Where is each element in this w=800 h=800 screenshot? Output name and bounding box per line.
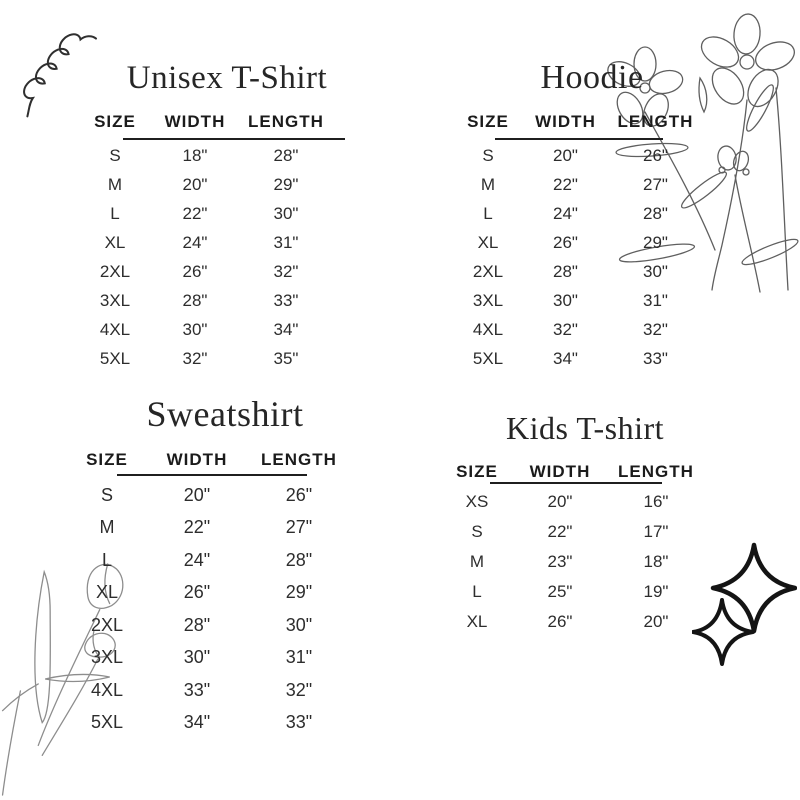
length-cell: 18" xyxy=(643,552,669,571)
header-underline xyxy=(123,138,345,140)
table-row xyxy=(445,547,701,577)
width-cell: 28" xyxy=(183,614,211,635)
width-cell: 34" xyxy=(553,348,578,368)
length-cell: 27" xyxy=(285,517,313,538)
size-cell: 2XL xyxy=(90,614,124,635)
length-cell: 26" xyxy=(643,145,668,165)
hoodie-table xyxy=(458,112,698,373)
size-cell: 5XL xyxy=(90,712,124,733)
length-cell: 31" xyxy=(273,232,299,252)
table-title-unisex-tshirt: Unisex T-Shirt xyxy=(126,60,328,96)
table-row xyxy=(445,607,701,637)
width-cell: 26" xyxy=(547,612,573,631)
size-cell: S xyxy=(109,145,121,165)
length-cell: 29" xyxy=(285,582,313,603)
header-underline xyxy=(490,482,662,484)
table-row xyxy=(85,170,327,199)
size-cell: M xyxy=(107,174,123,194)
size-cell: M xyxy=(480,174,496,194)
table-row xyxy=(75,479,343,512)
width-cell: 22" xyxy=(183,517,211,538)
header-row xyxy=(458,112,698,141)
length-cell: 30" xyxy=(643,261,668,281)
length-cell: 28" xyxy=(273,145,299,165)
width-cell: 22" xyxy=(182,203,208,223)
table-title-sweatshirt: Sweatshirt xyxy=(146,394,304,434)
width-cell: 28" xyxy=(182,290,208,310)
table-row xyxy=(458,141,698,170)
width-cell: 26" xyxy=(183,582,211,603)
width-cell: 30" xyxy=(183,647,211,668)
length-cell: 35" xyxy=(273,348,299,368)
size-cell: 3XL xyxy=(90,647,124,668)
size-cell: 5XL xyxy=(472,348,504,368)
column-header-length: LENGTH xyxy=(617,112,694,131)
table-row xyxy=(458,170,698,199)
width-cell: 33" xyxy=(183,679,211,700)
table-row xyxy=(75,707,343,740)
width-cell: 20" xyxy=(547,492,573,511)
size-cell: XL xyxy=(466,612,488,631)
table-row xyxy=(85,257,327,286)
table-row xyxy=(75,577,343,610)
size-cell: 5XL xyxy=(99,348,131,368)
size-cell: XL xyxy=(104,232,126,252)
length-cell: 32" xyxy=(285,679,313,700)
length-cell: 30" xyxy=(273,203,299,223)
length-cell: 17" xyxy=(643,522,669,541)
length-cell: 33" xyxy=(285,712,313,733)
kids-tshirt-table xyxy=(445,462,701,637)
unisex-tshirt-size-table xyxy=(85,58,369,373)
width-cell: 22" xyxy=(553,174,578,194)
width-cell: 20" xyxy=(182,174,208,194)
table-row xyxy=(75,544,343,577)
size-cell: S xyxy=(471,522,483,541)
width-cell: 30" xyxy=(553,290,578,310)
column-header-width: WIDTH xyxy=(529,462,591,481)
length-cell: 29" xyxy=(273,174,299,194)
table-title-hoodie: Hoodie xyxy=(540,59,644,96)
size-cell: S xyxy=(100,484,113,505)
table-row xyxy=(75,609,343,642)
table-row xyxy=(75,674,343,707)
table-row xyxy=(85,315,327,344)
hoodie-size-table xyxy=(458,58,726,373)
size-cell: 4XL xyxy=(99,319,131,339)
size-cell: L xyxy=(110,203,120,223)
table-row xyxy=(85,228,327,257)
width-cell: 34" xyxy=(183,712,211,733)
column-header-length: LENGTH xyxy=(618,462,694,481)
table-row xyxy=(75,512,343,545)
size-cell: L xyxy=(483,203,493,223)
width-cell: 30" xyxy=(182,319,208,339)
length-cell: 32" xyxy=(273,261,299,281)
column-header-width: WIDTH xyxy=(164,112,226,131)
sweatshirt-table xyxy=(75,450,343,739)
width-cell: 26" xyxy=(182,261,208,281)
length-cell: 34" xyxy=(273,319,299,339)
table-row xyxy=(458,199,698,228)
width-cell: 26" xyxy=(553,232,578,252)
unisex-tshirt-table xyxy=(85,112,327,373)
column-header-length: LENGTH xyxy=(248,112,324,131)
table-row xyxy=(85,344,327,373)
size-cell: XL xyxy=(477,232,499,252)
length-cell: 33" xyxy=(643,348,668,368)
width-cell: 20" xyxy=(553,145,578,165)
size-cell: XL xyxy=(95,582,119,603)
length-cell: 32" xyxy=(643,319,668,339)
kids-tshirt-size-table xyxy=(445,408,725,637)
length-cell: 28" xyxy=(643,203,668,223)
length-cell: 33" xyxy=(273,290,299,310)
width-cell: 22" xyxy=(547,522,573,541)
width-cell: 32" xyxy=(182,348,208,368)
width-cell: 20" xyxy=(183,484,211,505)
width-cell: 24" xyxy=(182,232,208,252)
width-cell: 28" xyxy=(553,261,578,281)
table-row xyxy=(445,487,701,517)
width-cell: 18" xyxy=(182,145,208,165)
column-header-length: LENGTH xyxy=(261,450,337,469)
length-cell: 26" xyxy=(285,484,313,505)
size-cell: M xyxy=(469,552,485,571)
table-row xyxy=(445,517,701,547)
width-cell: 23" xyxy=(547,552,573,571)
table-row xyxy=(85,199,327,228)
header-underline xyxy=(117,474,307,476)
size-cell: L xyxy=(101,549,112,570)
header-underline xyxy=(495,138,663,140)
header-row xyxy=(85,112,327,141)
size-cell: 3XL xyxy=(472,290,504,310)
length-cell: 16" xyxy=(643,492,669,511)
table-row xyxy=(458,344,698,373)
size-cell: 3XL xyxy=(99,290,131,310)
table-row xyxy=(458,228,698,257)
length-cell: 20" xyxy=(643,612,669,631)
length-cell: 28" xyxy=(285,549,313,570)
table-row xyxy=(85,286,327,315)
width-cell: 24" xyxy=(553,203,578,223)
column-header-size: SIZE xyxy=(467,112,509,131)
length-cell: 27" xyxy=(643,174,668,194)
size-cell: S xyxy=(482,145,494,165)
length-cell: 30" xyxy=(285,614,313,635)
table-row xyxy=(458,257,698,286)
size-cell: 2XL xyxy=(99,261,131,281)
column-header-size: SIZE xyxy=(94,112,136,131)
size-cell: L xyxy=(472,582,482,601)
width-cell: 32" xyxy=(553,319,578,339)
table-row xyxy=(75,642,343,675)
table-row xyxy=(85,141,327,170)
size-cell: 4XL xyxy=(90,679,124,700)
table-row xyxy=(445,577,701,607)
size-cell: XS xyxy=(465,492,489,511)
length-cell: 19" xyxy=(643,582,669,601)
table-row xyxy=(458,286,698,315)
column-header-width: WIDTH xyxy=(166,450,228,469)
length-cell: 31" xyxy=(643,290,668,310)
length-cell: 31" xyxy=(285,647,313,668)
size-cell: M xyxy=(99,517,115,538)
column-header-width: WIDTH xyxy=(535,112,596,131)
length-cell: 29" xyxy=(643,232,668,252)
column-header-size: SIZE xyxy=(86,450,128,469)
column-header-size: SIZE xyxy=(456,462,498,481)
table-row xyxy=(458,315,698,344)
width-cell: 25" xyxy=(547,582,573,601)
size-cell: 4XL xyxy=(472,319,504,339)
width-cell: 24" xyxy=(183,549,211,570)
size-cell: 2XL xyxy=(472,261,504,281)
sweatshirt-size-table xyxy=(75,394,375,739)
table-title-kids-tshirt: Kids T-shirt xyxy=(505,410,665,446)
